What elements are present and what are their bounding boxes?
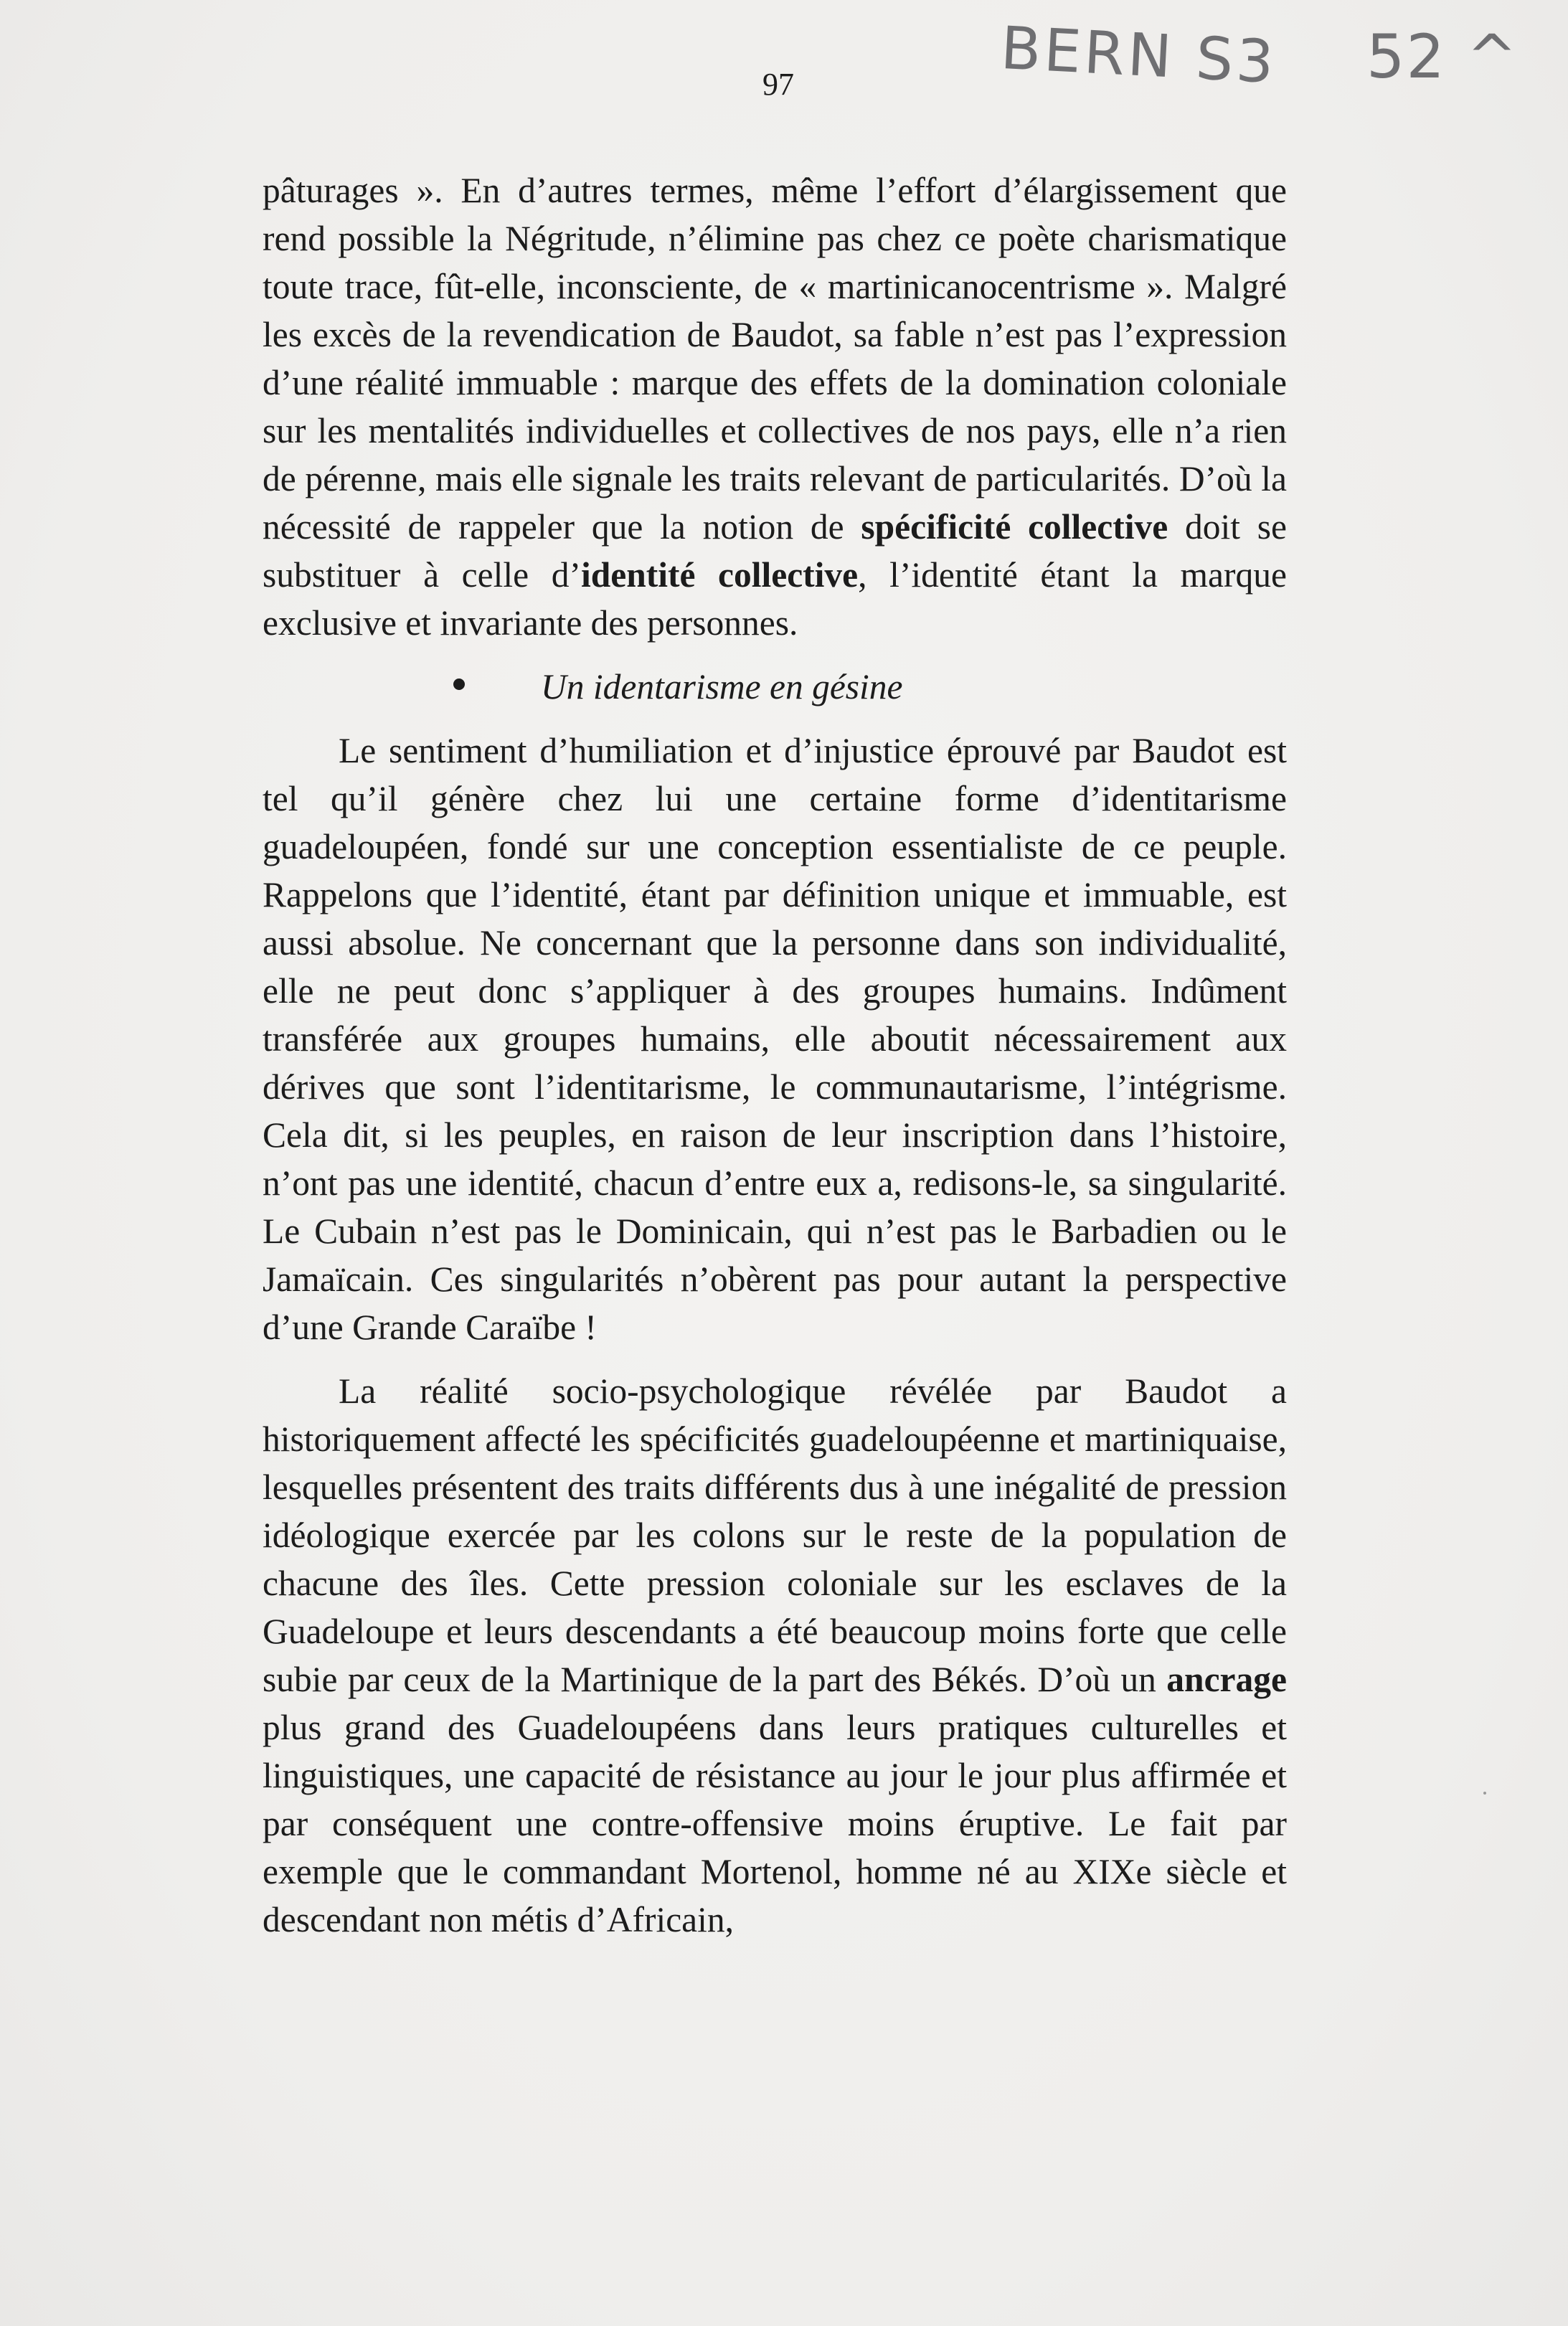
bold-term-identite-collective: identité collective bbox=[580, 555, 859, 595]
body-text bbox=[263, 166, 1287, 1944]
paragraph-3-part-c: plus grand des Guadeloupéens dans leurs pratiques culturelles et linguistiques, une capacité de résistance au jour le jour plus affirmée et par conséquent une contre-offensive moins éruptive. Le fait par exemple que le commandant Mortenol, homme né au XIXe siècle et descendant non métis d’Africain, bbox=[263, 1708, 1287, 1939]
handwritten-folio-number: 52 ^ bbox=[1366, 22, 1519, 92]
bold-term-specificite-collective: spécificité collective bbox=[861, 507, 1168, 547]
paragraph-3 bbox=[263, 1367, 1287, 1944]
paragraph-1-part-a: pâturages ». En d’autres termes, même l’effort d’élargissement que rend possible la Négritude, n’élimine pas chez ce poète charismatique toute trace, fût-elle, inconsciente, de « martinicanocentrisme ». Malgré les excès de la revendication de Baudot, sa fable n’est pas l’expression d’une réalité immuable : marque des effets de la domination coloniale sur les mentalités individuelles et collectives de nos pays, elle n’a rien de pérenne, mais elle signale les traits relevant de particularités. D’où la nécessité de rappeler que la notion de bbox=[263, 171, 1287, 547]
handwritten-archive-code: BERN S3 bbox=[998, 14, 1278, 98]
bold-term-ancrage: ancrage bbox=[1166, 1660, 1287, 1699]
scan-speck bbox=[1483, 1792, 1486, 1795]
paragraph-1-part-d: , l’identité étant la marque exclusive et invariante des personnes. bbox=[263, 555, 1287, 643]
paragraph-1-part-c: doit se substituer à celle d’ bbox=[263, 507, 1287, 595]
paragraph-3-part-a: La réalité socio-psychologique révélée par Baudot a historiquement affecté les spécificités guadeloupéenne et martiniquaise, lesquelles présentent des traits différents dus à une inégalité de pression idéologique exercée par les colons sur le reste de la population de chacune des îles. Cette pression coloniale sur les esclaves de la Guadeloupe et leurs descendants a été beaucoup moins forte que celle subie par ceux de la Martinique de la part des Békés. D’où un bbox=[263, 1371, 1287, 1699]
paragraph-1 bbox=[263, 166, 1287, 647]
bullet-icon bbox=[453, 679, 465, 690]
paragraph-2: Le sentiment d’humiliation et d’injustice éprouvé par Baudot est tel qu’il génère chez lui une certaine forme d’identitarisme guadeloupéen, fondé sur une conception essentialiste de ce peuple. Rappelons que l’identité, étant par définition unique et immuable, est aussi absolue. Ne concernant que la personne dans son individualité, elle ne peut donc s’appliquer à des groupes humains. Indûment transférée aux groupes humains, elle aboutit nécessairement aux dérives que sont l’identitarisme, le communautarisme, l’intégrisme. Cela dit, si les peuples, en raison de leur inscription dans l’histoire, n’ont pas une identité, chacun d’entre eux a, redisons-le, sa singularité. Le Cubain n’est pas le Dominicain, qui n’est pas le Barbadien ou le Jamaïcain. Ces singularités n’obèrent pas pour autant la perspective d’une Grande Caraïbe ! bbox=[263, 731, 1287, 1347]
section-heading bbox=[263, 663, 1287, 711]
page-number: 97 bbox=[762, 67, 794, 102]
section-heading-text: Un identarisme en gésine bbox=[541, 667, 903, 706]
